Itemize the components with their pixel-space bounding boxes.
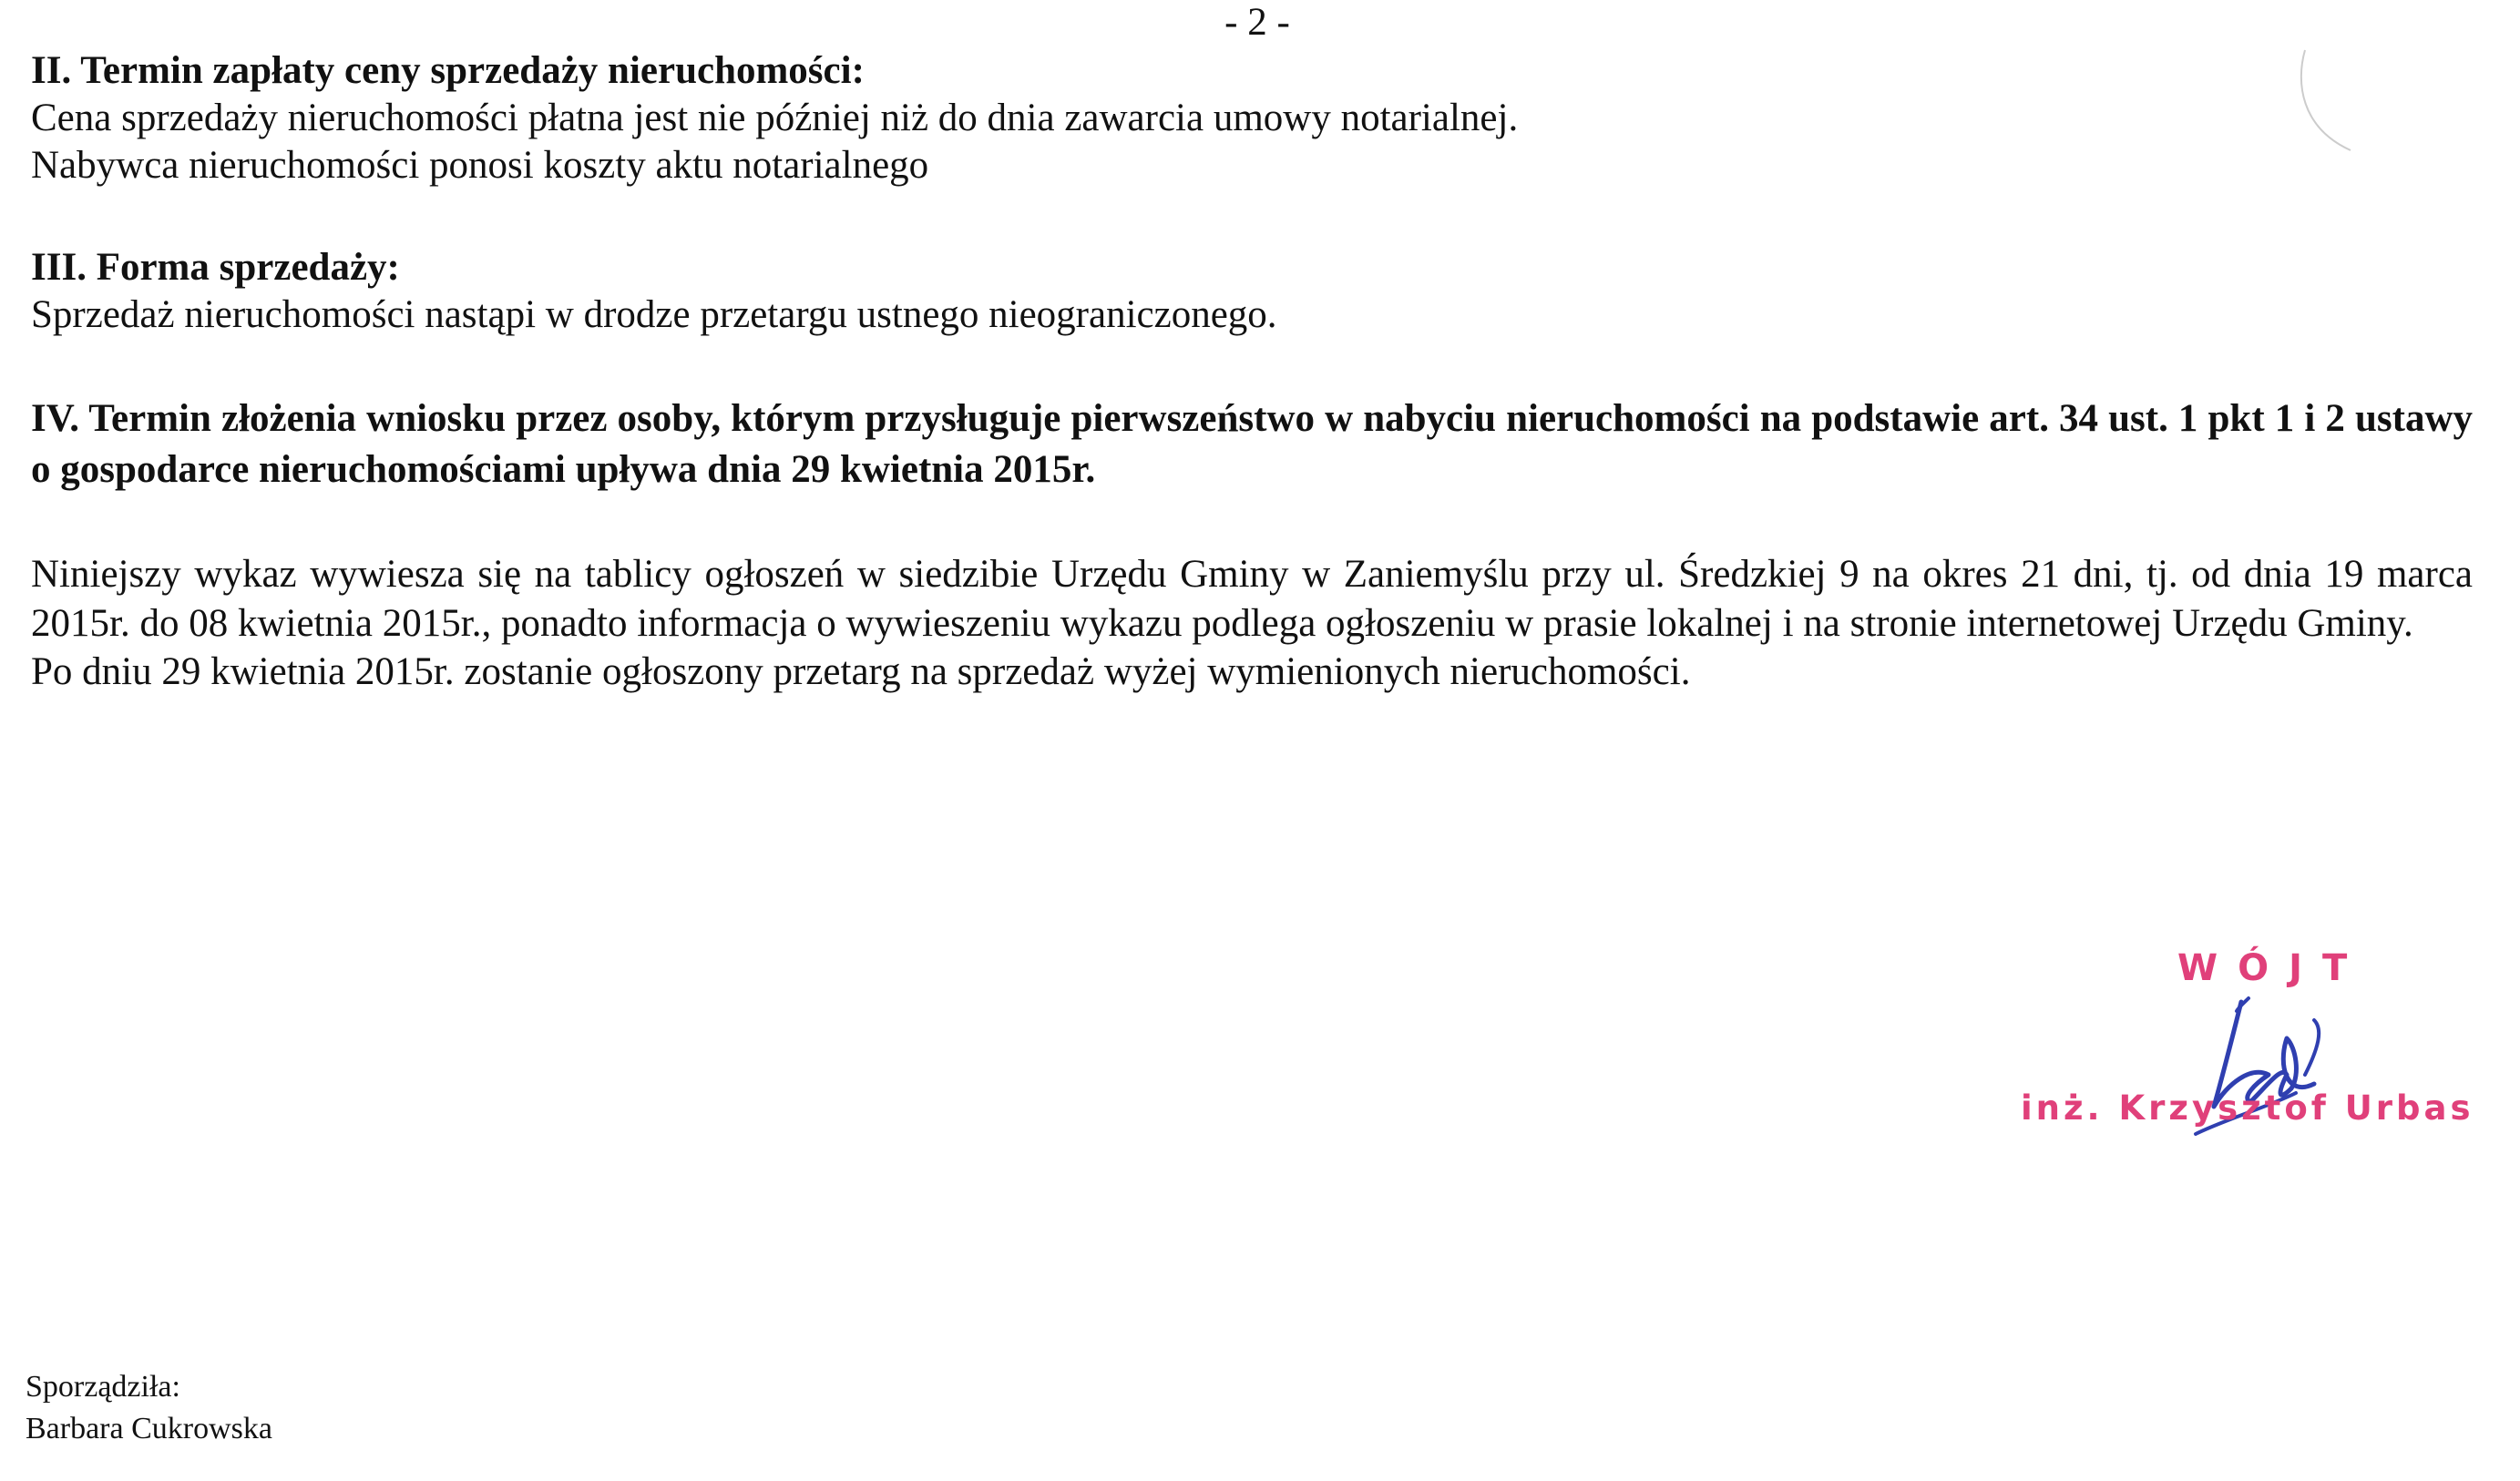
prepared-by [26,1366,272,1450]
section-iii-line: Sprzedaż nieruchomości nastąpi w drodze przetargu ustnego nieograniczonego. [31,293,1277,336]
official-stamp [2004,938,2520,1157]
section-iii-title: III. Forma sprzedaży: [31,246,400,289]
stamp-title: WÓJT [2177,947,2368,989]
prepared-by-label: Sporządziła: [26,1370,180,1404]
stamp-name: inż. Krzysztof Urbas [2021,1088,2474,1128]
section-ii-title: II. Termin zapłaty ceny sprzedaży nieruchomości: [31,49,865,92]
section-ii-line: Cena sprzedaży nieruchomości płatna jest nie później niż do dnia zawarcia umowy notarialnej. [31,97,1519,139]
section-iii [31,244,2473,339]
prepared-by-name: Barbara Cukrowska [26,1412,272,1445]
notice-paragraph: Niniejszy wykaz wywiesza się na tablicy ogłoszeń w siedzibie Urzędu Gminy w Zaniemyślu przy ul. Średzkiej 9 na okres 21 dni, tj. od dnia 19 marca 2015r. do 08 kwietnia 2015r., ponadto informacja o wywieszeniu wykazu podlega ogłoszeniu w prasie lokalnej i na stronie internetowej Urzędu Gminy. [31,553,2473,645]
section-iv [31,393,2473,495]
notice-last-line: Po dniu 29 kwietnia 2015r. zostanie ogłoszony przetarg na sprzedaż wyżej wymienionych nieruchomości. [31,650,1691,693]
section-ii-line: Nabywca nieruchomości ponosi koszty aktu notarialnego [31,144,929,187]
document-body [31,47,2473,696]
page-number: - 2 - [1224,1,1290,44]
section-ii [31,47,2473,189]
notice [31,550,2473,696]
section-iv-text: IV. Termin złożenia wniosku przez osoby, którym przysługuje pierwszeństwo w nabyciu nieruchomości na podstawie art. 34 ust. 1 pkt 1 i 2 ustawy o gospodarce nieruchomościami upływa dnia 29 kwietnia 2015r. [31,397,2473,491]
